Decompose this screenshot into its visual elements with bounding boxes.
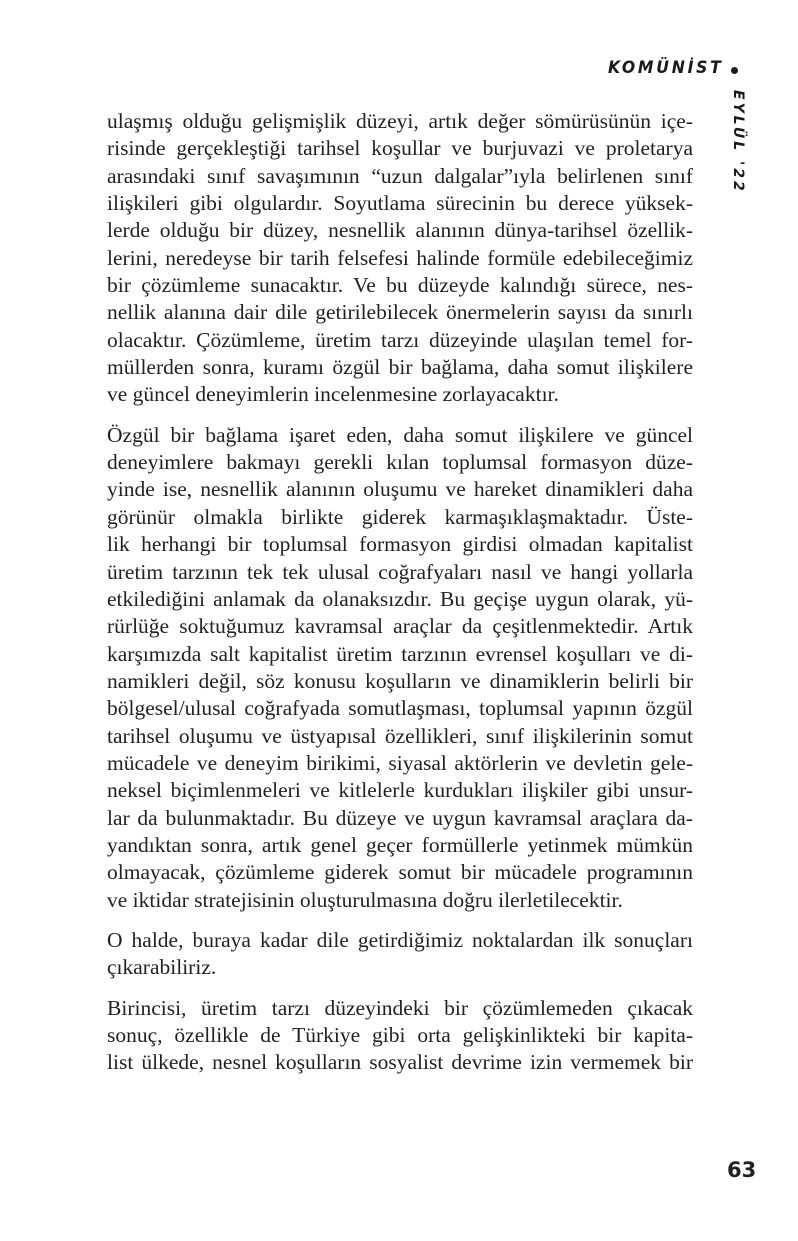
text-line: görünür olmakla birlikte giderek karmaşıklaşmaktadır. Üste-: [107, 504, 693, 529]
text-line: yinde ise, nesnellik alanının oluşumu ve hareket dinamikleri daha: [107, 477, 693, 502]
text-line: ve güncel deneyimlerin incelenmesine zorlayacaktır.: [107, 382, 559, 407]
text-line: O halde, buraya kadar dile getirdiğimiz noktalardan ilk sonuçları: [107, 927, 693, 952]
text-line: risinde gerçekleştiği tarihsel koşullar ve burjuvazi ve proletarya: [107, 136, 693, 161]
paragraph-1: [107, 108, 693, 409]
text-line: çıkarabiliriz.: [107, 955, 217, 980]
text-line: üretim tarzının tek tek ulusal coğrafyaları nasıl ve hangi yollarla: [107, 559, 693, 584]
text-line: lerini, neredeyse bir tarih felsefesi halinde formüle edebileceğimiz: [107, 245, 693, 270]
text-line: olacaktır. Çözümleme, üretim tarzı düzeyinde ulaşılan temel for-: [107, 327, 693, 352]
text-line: sonuç, özellikle de Türkiye gibi orta gelişkinlikteki bir kapita-: [107, 1023, 693, 1047]
text-line: Birincisi, üretim tarzı düzeyindeki bir çözümlemeden çıkacak: [107, 995, 693, 1020]
bullet-separator-icon: [731, 67, 738, 74]
text-line: neksel biçimlenmeleri ve kitlelerle kurdukları ilişkiler gibi unsur-: [107, 778, 693, 803]
text-line: karşımızda salt kapitalist üretim tarzının evrensel koşulları ve di-: [107, 641, 693, 666]
text-line: nellik alanına dair dile getirilebilecek önermelerin sayısı da sınırlı: [107, 300, 693, 325]
paragraph-3: [107, 927, 693, 982]
text-line: lar da bulunmaktadır. Bu düzeye ve uygun kavramsal araçlara da-: [107, 805, 693, 830]
text-line: bölgesel/ulusal coğrafyada somutlaşması, toplumsal yapının özgül: [107, 696, 693, 721]
text-line: müllerden sonra, kuramı özgül bir bağlama, daha somut ilişkilere: [107, 355, 693, 380]
text-line: arasındaki sınıf savaşımının “uzun dalgalar”ıyla belirlenen sınıf: [107, 163, 693, 188]
text-line: lik herhangi bir toplumsal formasyon girdisi olmadan kapitalist: [107, 532, 693, 557]
issue-date: EYLÜL '22: [730, 90, 746, 194]
text-line: mücadele ve deneyim birikimi, siyasal aktörlerin ve devletin gele-: [107, 750, 693, 775]
page-number: 63: [727, 1158, 757, 1182]
text-line: ilişkileri gibi olgulardır. Soyutlama sürecinin bu derece yüksek-: [107, 191, 693, 216]
article-body: [107, 108, 693, 1090]
text-line: olmayacak, çözümleme giderek somut bir mücadele programının: [107, 860, 693, 885]
text-line: ve iktidar stratejisinin oluşturulmasına doğru ilerletilecektir.: [107, 887, 623, 912]
text-line: namikleri değil, söz konusu koşulların ve dinamiklerin belirli bir: [107, 668, 693, 693]
paragraph-2: [107, 422, 693, 914]
text-line: lerde olduğu bir düzey, nesnellik alanının dünya-tarihsel özellik-: [107, 218, 693, 243]
text-line: rürlüğe soktuğumuz kavramsal araçlar da çeşitlenmektedir. Artık: [107, 614, 693, 639]
text-line: list ülkede, nesnel koşulların sosyalist devrime izin vermemek bir: [107, 1050, 693, 1075]
publication-title: KOMÜNİST: [608, 58, 724, 78]
text-line: bir çözümleme sunacaktır. Ve bu düzeyde kalındığı sürece, nes-: [107, 273, 693, 298]
text-line: deneyimlere bakmayı gerekli kılan toplumsal formasyon düze-: [107, 450, 693, 475]
text-line: ulaşmış olduğu gelişmişlik düzeyi, artık değer sömürüsünün içe-: [107, 109, 693, 133]
text-line: etkilediğini anlamak da olanaksızdır. Bu geçişe uygun olarak, yü-: [107, 586, 693, 611]
text-line: tarihsel oluşumu ve üstyapısal özellikleri, sınıf ilişkilerinin somut: [107, 723, 693, 748]
paragraph-4: [107, 995, 693, 1077]
text-line: yandıktan sonra, artık genel geçer formüllerle yetinmek mümkün: [107, 832, 693, 857]
text-line: Özgül bir bağlama işaret eden, daha somut ilişkilere ve güncel: [107, 422, 693, 447]
